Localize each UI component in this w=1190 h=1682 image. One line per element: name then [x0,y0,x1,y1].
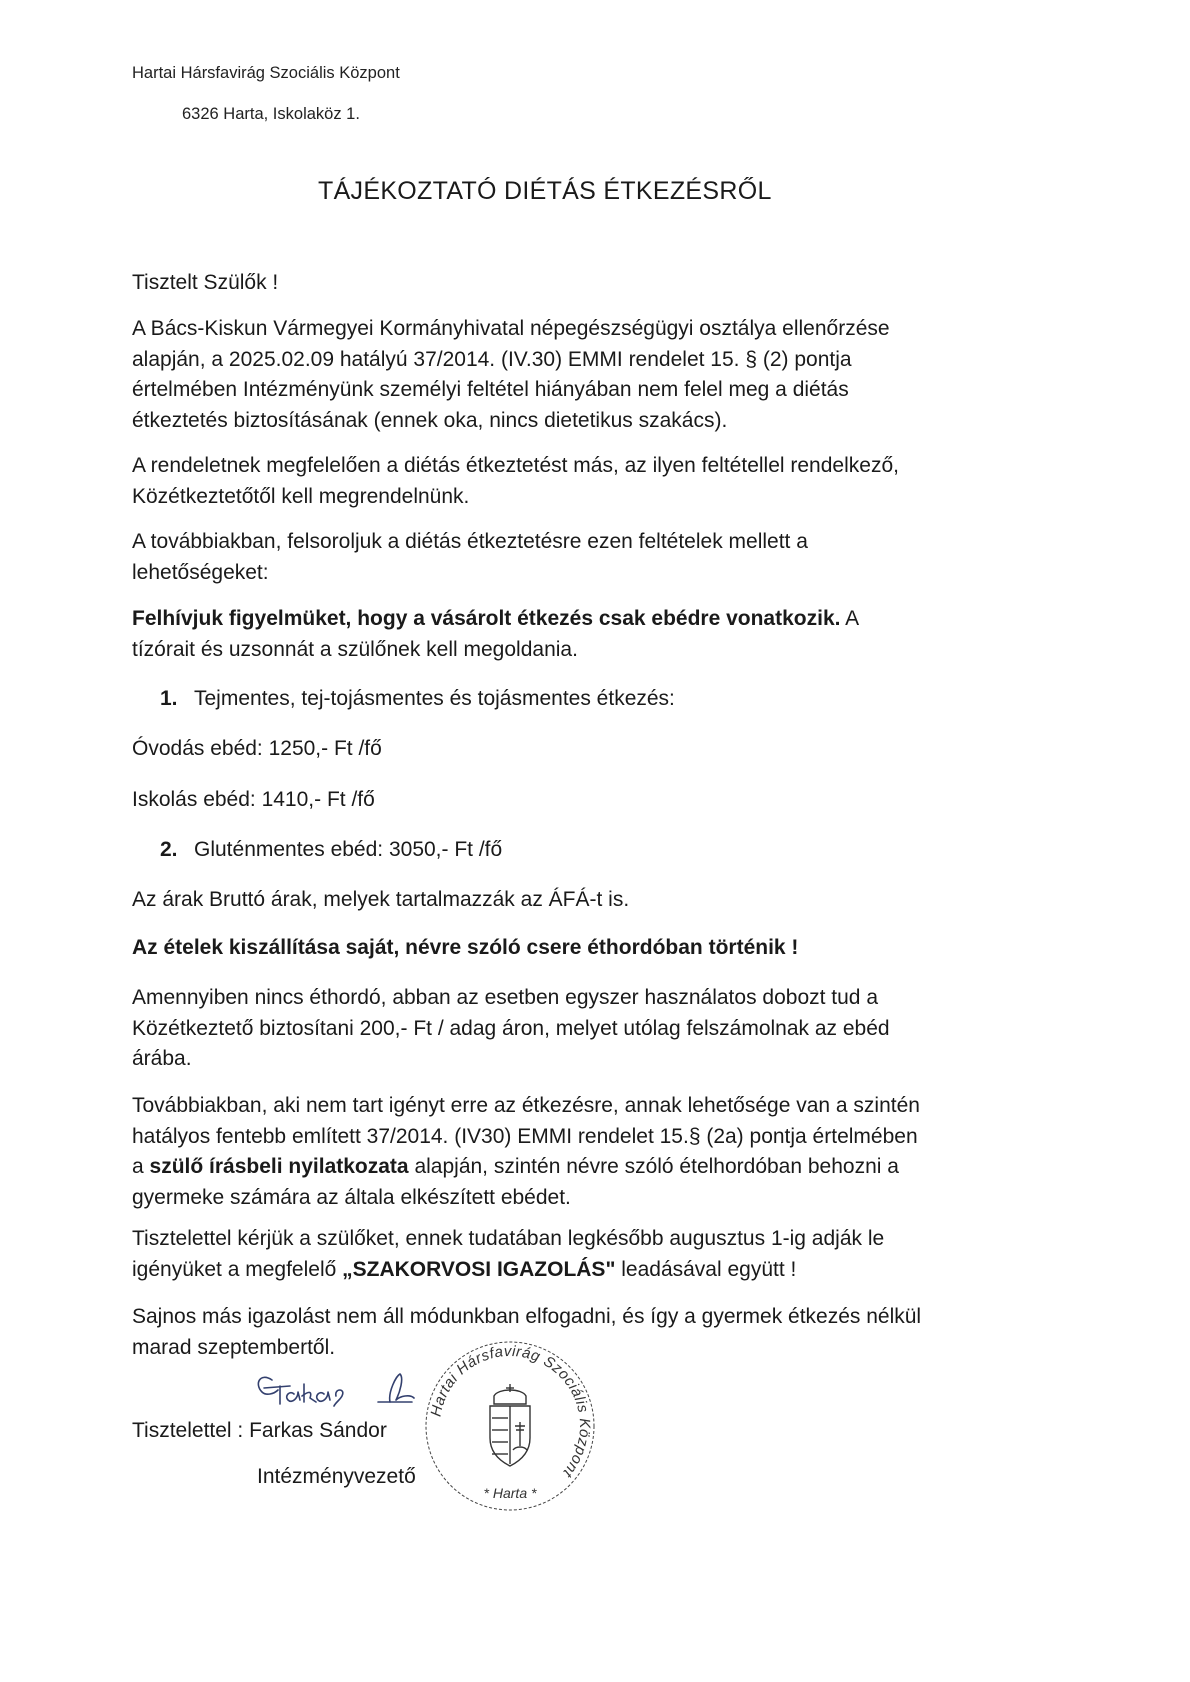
text-line: Tisztelettel kérjük a szülőket, ennek tudatában legkésőbb augusztus 1-ig adják le [132,1227,885,1250]
signature-closing: Tisztelettel : Farkas Sándor [132,1419,387,1442]
greeting: Tisztelt Szülők ! [132,271,279,294]
text-run: leadásával együtt ! [615,1257,797,1281]
text-run: a [132,1155,150,1178]
text-run: alapján, szintén névre szóló ételhordóban behozni a [408,1155,899,1178]
list-item-2 [160,835,502,866]
paragraph-regulation [132,314,890,436]
medical-certificate: „SZAKORVOSI IGAZOLÁS" [342,1257,616,1281]
vat-note: Az árak Bruttó árak, melyek tartalmazzák az ÁFÁ-t is. [132,888,630,911]
sender-address: 6326 Harta, Iskolaköz 1. [182,105,360,123]
paragraph-home-food [132,1091,920,1213]
list-item-text: Gluténmentes ebéd: 3050,- Ft /fő [194,838,503,861]
notice-lunch-only [132,604,859,665]
paragraph-options-intro [132,527,808,588]
list-number: 1. [160,687,178,710]
document-title: TÁJÉKOZTATÓ DIÉTÁS ÉTKEZÉSRŐL [318,177,772,205]
price-school: Iskolás ebéd: 1410,- Ft /fő [132,788,375,811]
text-line: Közétkeztető biztosítani 200,- Ft / adag áron, melyet utólag felszámolnak az ebéd [132,1016,890,1040]
text-line: Közétkeztetőtől kell megrendelnünk. [132,484,470,508]
text-line: hatályos fentebb említett 37/2014. (IV30) EMMI rendelet 15.§ (2a) pontja értelmében [132,1124,918,1148]
svg-text:* Harta *: * Harta * [483,1485,537,1501]
text-line: A továbbiakban, felsoroljuk a diétás étkeztetésre ezen feltételek mellett a [132,530,808,553]
list-number: 2. [160,838,178,861]
official-stamp [420,1336,600,1516]
text-line: árába. [132,1047,192,1070]
notice-rest: A [840,607,860,630]
price-kindergarten: Óvodás ebéd: 1250,- Ft /fő [132,737,382,760]
text-line [132,1152,920,1183]
list-item-text: Tejmentes, tej-tojásmentes és tojásmentes étkezés: [194,687,675,710]
text-line: alapján, a 2025.02.09 hatályú 37/2014. (IV.30) EMMI rendelet 15. § (2) pontja [132,347,852,371]
text-line: tízórait és uzsonnát a szülőnek kell megoldania. [132,637,578,661]
notice-bold: Felhívjuk figyelmüket, hogy a vásárolt étkezés csak ebédre vonatkozik. [132,607,841,630]
text-run: igényüket a megfelelő [132,1257,343,1281]
written-declaration: szülő írásbeli nyilatkozata [149,1155,409,1178]
paragraph-deadline [132,1224,884,1285]
paragraph-disposable-box [132,983,890,1075]
text-line [132,604,859,635]
text-line: étkeztetés biztosításának (ennek oka, nincs dietetikus szakács). [132,408,728,432]
svg-text:Hartai Hársfavirág Szociális K: Hartai Hársfavirág Szociális Központ [427,1342,594,1481]
sender-name: Hartai Hársfavirág Szociális Központ [132,64,400,82]
text-line: Továbbiakban, aki nem tart igényt erre az étkezésre, annak lehetősége van a szintén [132,1094,920,1117]
list-item-1 [160,684,675,715]
text-line: A Bács-Kiskun Vármegyei Kormányhivatal népegészségügyi osztálya ellenőrzése [132,317,890,340]
text-line: lehetőségeket: [132,560,269,584]
text-line [132,1255,884,1286]
delivery-note: Az ételek kiszállítása saját, névre szóló csere éthordóban történik ! [132,936,799,959]
text-line: értelmében Intézményünk személyi feltétel hiányában nem felel meg a diétás [132,378,849,401]
text-line: Sajnos más igazolást nem áll módunkban elfogadni, és így a gyermek étkezés nélkül [132,1305,922,1328]
text-line: gyermeke számára az általa elkészített ebédet. [132,1185,571,1209]
text-line: Amennyiben nincs éthordó, abban az esetben egyszer használatos dobozt tud a [132,986,879,1009]
paragraph-provider [132,451,899,512]
text-line: marad szeptembertől. [132,1335,336,1359]
signature-role: Intézményvezető [257,1465,416,1488]
text-line: A rendeletnek megfelelően a diétás étkeztetést más, az ilyen feltétellel rendelkező, [132,454,899,477]
